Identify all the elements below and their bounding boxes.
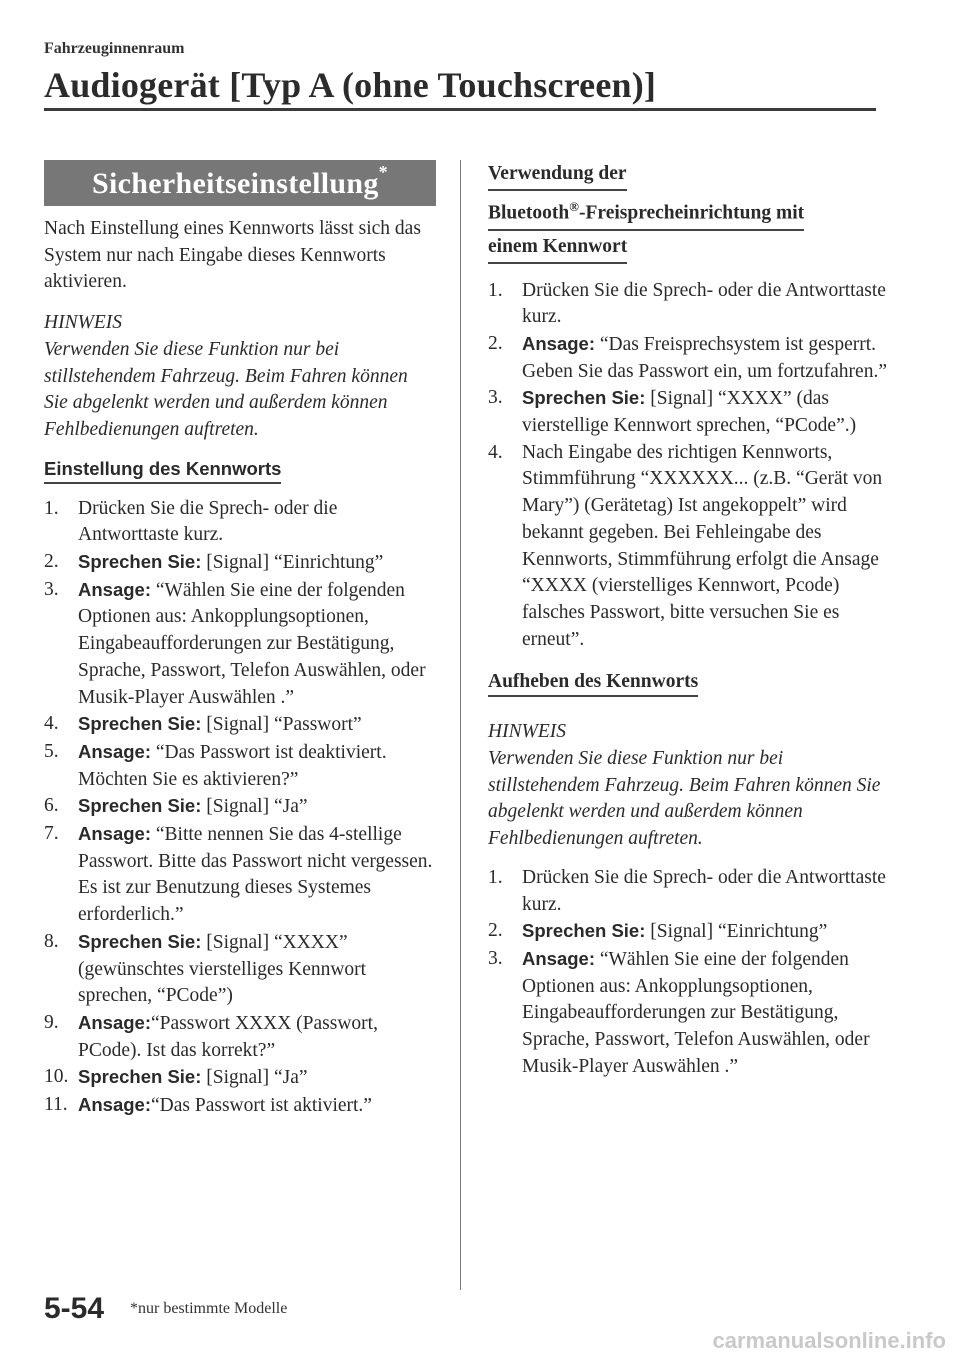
step-item	[44, 1064, 436, 1092]
step-item	[44, 577, 436, 712]
step-number: 3.	[44, 578, 59, 600]
step-text: “Bitte nennen Sie das 4-stellige Passwort. Bitte das Passwort nicht vergessen. Es ist zur Benutzung dieses Systemes erforderlich.”	[78, 824, 433, 926]
step-item	[488, 946, 888, 1081]
subheading-line-3: einem Kennwort	[488, 233, 627, 264]
step-text: [Signal] “Ja”	[201, 796, 308, 818]
step-number: 2.	[488, 920, 503, 942]
steps-remove-password	[488, 865, 888, 1081]
step-text: Nach Eingabe des richtigen Kennworts, Stimmführung “XXXXXX... (z.B. “Gerät von Mary”) (Gerätetag) Ist angekoppelt” wird bekannt gegeben. Bei Fehleingabe des Kennworts, Stimmführung erfolgt die Ansage “XXXX (vierstelliges Kennwort, Pcode) falsches Passwort, bitte versuchen Sie es erneut”.	[522, 441, 883, 650]
step-text: [Signal] “Einrichtung”	[645, 921, 828, 943]
steps-set-password	[44, 496, 436, 1120]
step-number: 1.	[488, 279, 503, 301]
step-text: [Signal] “Einrichtung”	[201, 552, 384, 574]
note-block	[44, 310, 436, 444]
step-number: 10.	[44, 1066, 69, 1088]
step-number: 5.	[44, 740, 59, 762]
step-text: [Signal] “XXXX” (das vierstellige Kennwort sprechen, “PCode”.)	[522, 388, 857, 437]
left-column	[44, 160, 436, 1120]
page-header	[44, 40, 876, 106]
step-number: 8.	[44, 930, 59, 952]
step-keyword: Ansage:	[522, 947, 595, 969]
header-rule	[44, 108, 876, 111]
step-item	[488, 278, 888, 331]
note-label-2: HINWEIS	[488, 721, 566, 743]
steps-use-with-password	[488, 278, 888, 654]
step-item	[44, 793, 436, 821]
step-item	[488, 918, 888, 946]
step-item	[44, 1092, 436, 1120]
step-keyword: Sprechen Sie:	[522, 920, 646, 942]
step-number: 9.	[44, 1011, 59, 1033]
step-keyword: Sprechen Sie:	[78, 930, 202, 952]
step-number: 4.	[488, 441, 503, 463]
step-text: “Wählen Sie eine der folgenden Optionen aus: Ankopplungsoptionen, Eingabeaufforderungen zur Bestätigung, Sprache, Passwort, Telefon Auswählen, oder Musik-Player Auswählen .”	[522, 948, 870, 1077]
step-number: 2.	[44, 551, 59, 573]
section-banner	[44, 160, 436, 206]
chapter-title: Audiogerät [Typ A (ohne Touchscreen)]	[44, 65, 657, 105]
step-text: “Wählen Sie eine der folgenden Optionen aus: Ankopplungsoptionen, Eingabeaufforderungen zur Bestätigung, Sprache, Passwort, Telefon Auswählen, oder Musik-Player Auswählen .”	[78, 579, 426, 708]
step-keyword: Ansage:	[78, 1094, 151, 1116]
subheading-remove-password: Aufheben des Kennworts	[488, 671, 698, 697]
step-number: 6.	[44, 795, 59, 817]
subheading-line-1: Verwendung der	[488, 160, 627, 191]
step-keyword: Sprechen Sie:	[78, 713, 202, 735]
step-keyword: Ansage:	[522, 332, 595, 354]
step-keyword: Sprechen Sie:	[522, 387, 646, 409]
note-text-2: Verwenden Sie diese Funktion nur bei stillstehendem Fahrzeug. Beim Fahren können Sie abgelenkt werden und außerdem können Fehlbedienungen auftreten.	[488, 748, 881, 850]
step-text: “Das Passwort ist aktiviert.”	[151, 1095, 372, 1117]
note-label: HINWEIS	[44, 312, 122, 334]
step-keyword: Sprechen Sie:	[78, 551, 202, 573]
step-item	[44, 739, 436, 793]
right-column	[488, 160, 888, 1080]
footnote: *nur bestimmte Modelle	[130, 1300, 288, 1317]
step-number: 7.	[44, 823, 59, 845]
subheading-line-2: Bluetooth®-Freisprecheinrichtung mit	[488, 193, 804, 231]
step-keyword: Ansage:	[78, 823, 151, 845]
step-keyword: Ansage:	[78, 578, 151, 600]
step-text: [Signal] “Ja”	[201, 1067, 308, 1089]
banner-asterisk: *	[378, 162, 388, 182]
banner-title: Sicherheitseinstellung	[92, 167, 379, 200]
section-label: Fahrzeuginnenraum	[44, 40, 185, 57]
step-text: [Signal] “XXXX” (gewünschtes vierstelliges Kennwort sprechen, “PCode”)	[78, 931, 367, 1007]
step-item	[488, 440, 888, 654]
step-item	[488, 865, 888, 918]
column-divider	[460, 160, 461, 1290]
step-item	[488, 331, 888, 385]
note-text: Verwenden Sie diese Funktion nur bei stillstehendem Fahrzeug. Beim Fahren können Sie abgelenkt werden und außerdem können Fehlbedienungen auftreten.	[44, 338, 408, 440]
step-keyword: Sprechen Sie:	[78, 795, 202, 817]
step-keyword: Ansage:	[78, 740, 151, 762]
step-number: 3.	[488, 387, 503, 409]
step-item	[44, 821, 436, 929]
step-text: Drücken Sie die Sprech- oder die Antworttaste kurz.	[522, 279, 886, 328]
step-number: 1.	[44, 497, 59, 519]
page-number: 5-54	[44, 1292, 105, 1325]
step-item	[44, 549, 436, 577]
step-text: Drücken Sie die Sprech- oder die Antworttaste kurz.	[78, 497, 338, 546]
step-item	[44, 1010, 436, 1064]
step-number: 11.	[44, 1094, 68, 1116]
step-item	[44, 929, 436, 1010]
step-number: 1.	[488, 866, 503, 888]
step-number: 4.	[44, 713, 59, 735]
step-text: Drücken Sie die Sprech- oder die Antworttaste kurz.	[522, 866, 886, 915]
note-block-2	[488, 719, 888, 853]
subheading-set-password: Einstellung des Kennworts	[44, 458, 281, 484]
step-item	[44, 711, 436, 739]
step-number: 3.	[488, 947, 503, 969]
intro-paragraph: Nach Einstellung eines Kennworts lässt sich das System nur nach Eingabe dieses Kennworts aktivieren.	[44, 218, 421, 293]
subheading-use-with-password	[488, 160, 888, 266]
step-text: “Passwort XXXX (Passwort, PCode). Ist das korrekt?”	[78, 1012, 378, 1061]
step-item	[488, 385, 888, 439]
step-keyword: Ansage:	[78, 1011, 151, 1033]
watermark: carmanualsonline.info	[712, 1328, 946, 1353]
step-keyword: Sprechen Sie:	[78, 1066, 202, 1088]
step-number: 2.	[488, 332, 503, 354]
step-text: [Signal] “Passwort”	[201, 714, 362, 736]
step-item	[44, 496, 436, 549]
step-text: “Das Freisprechsystem ist gesperrt. Geben Sie das Passwort ein, um fortzufahren.”	[522, 333, 887, 382]
step-text: “Das Passwort ist deaktiviert. Möchten Sie es aktivieren?”	[78, 741, 387, 790]
